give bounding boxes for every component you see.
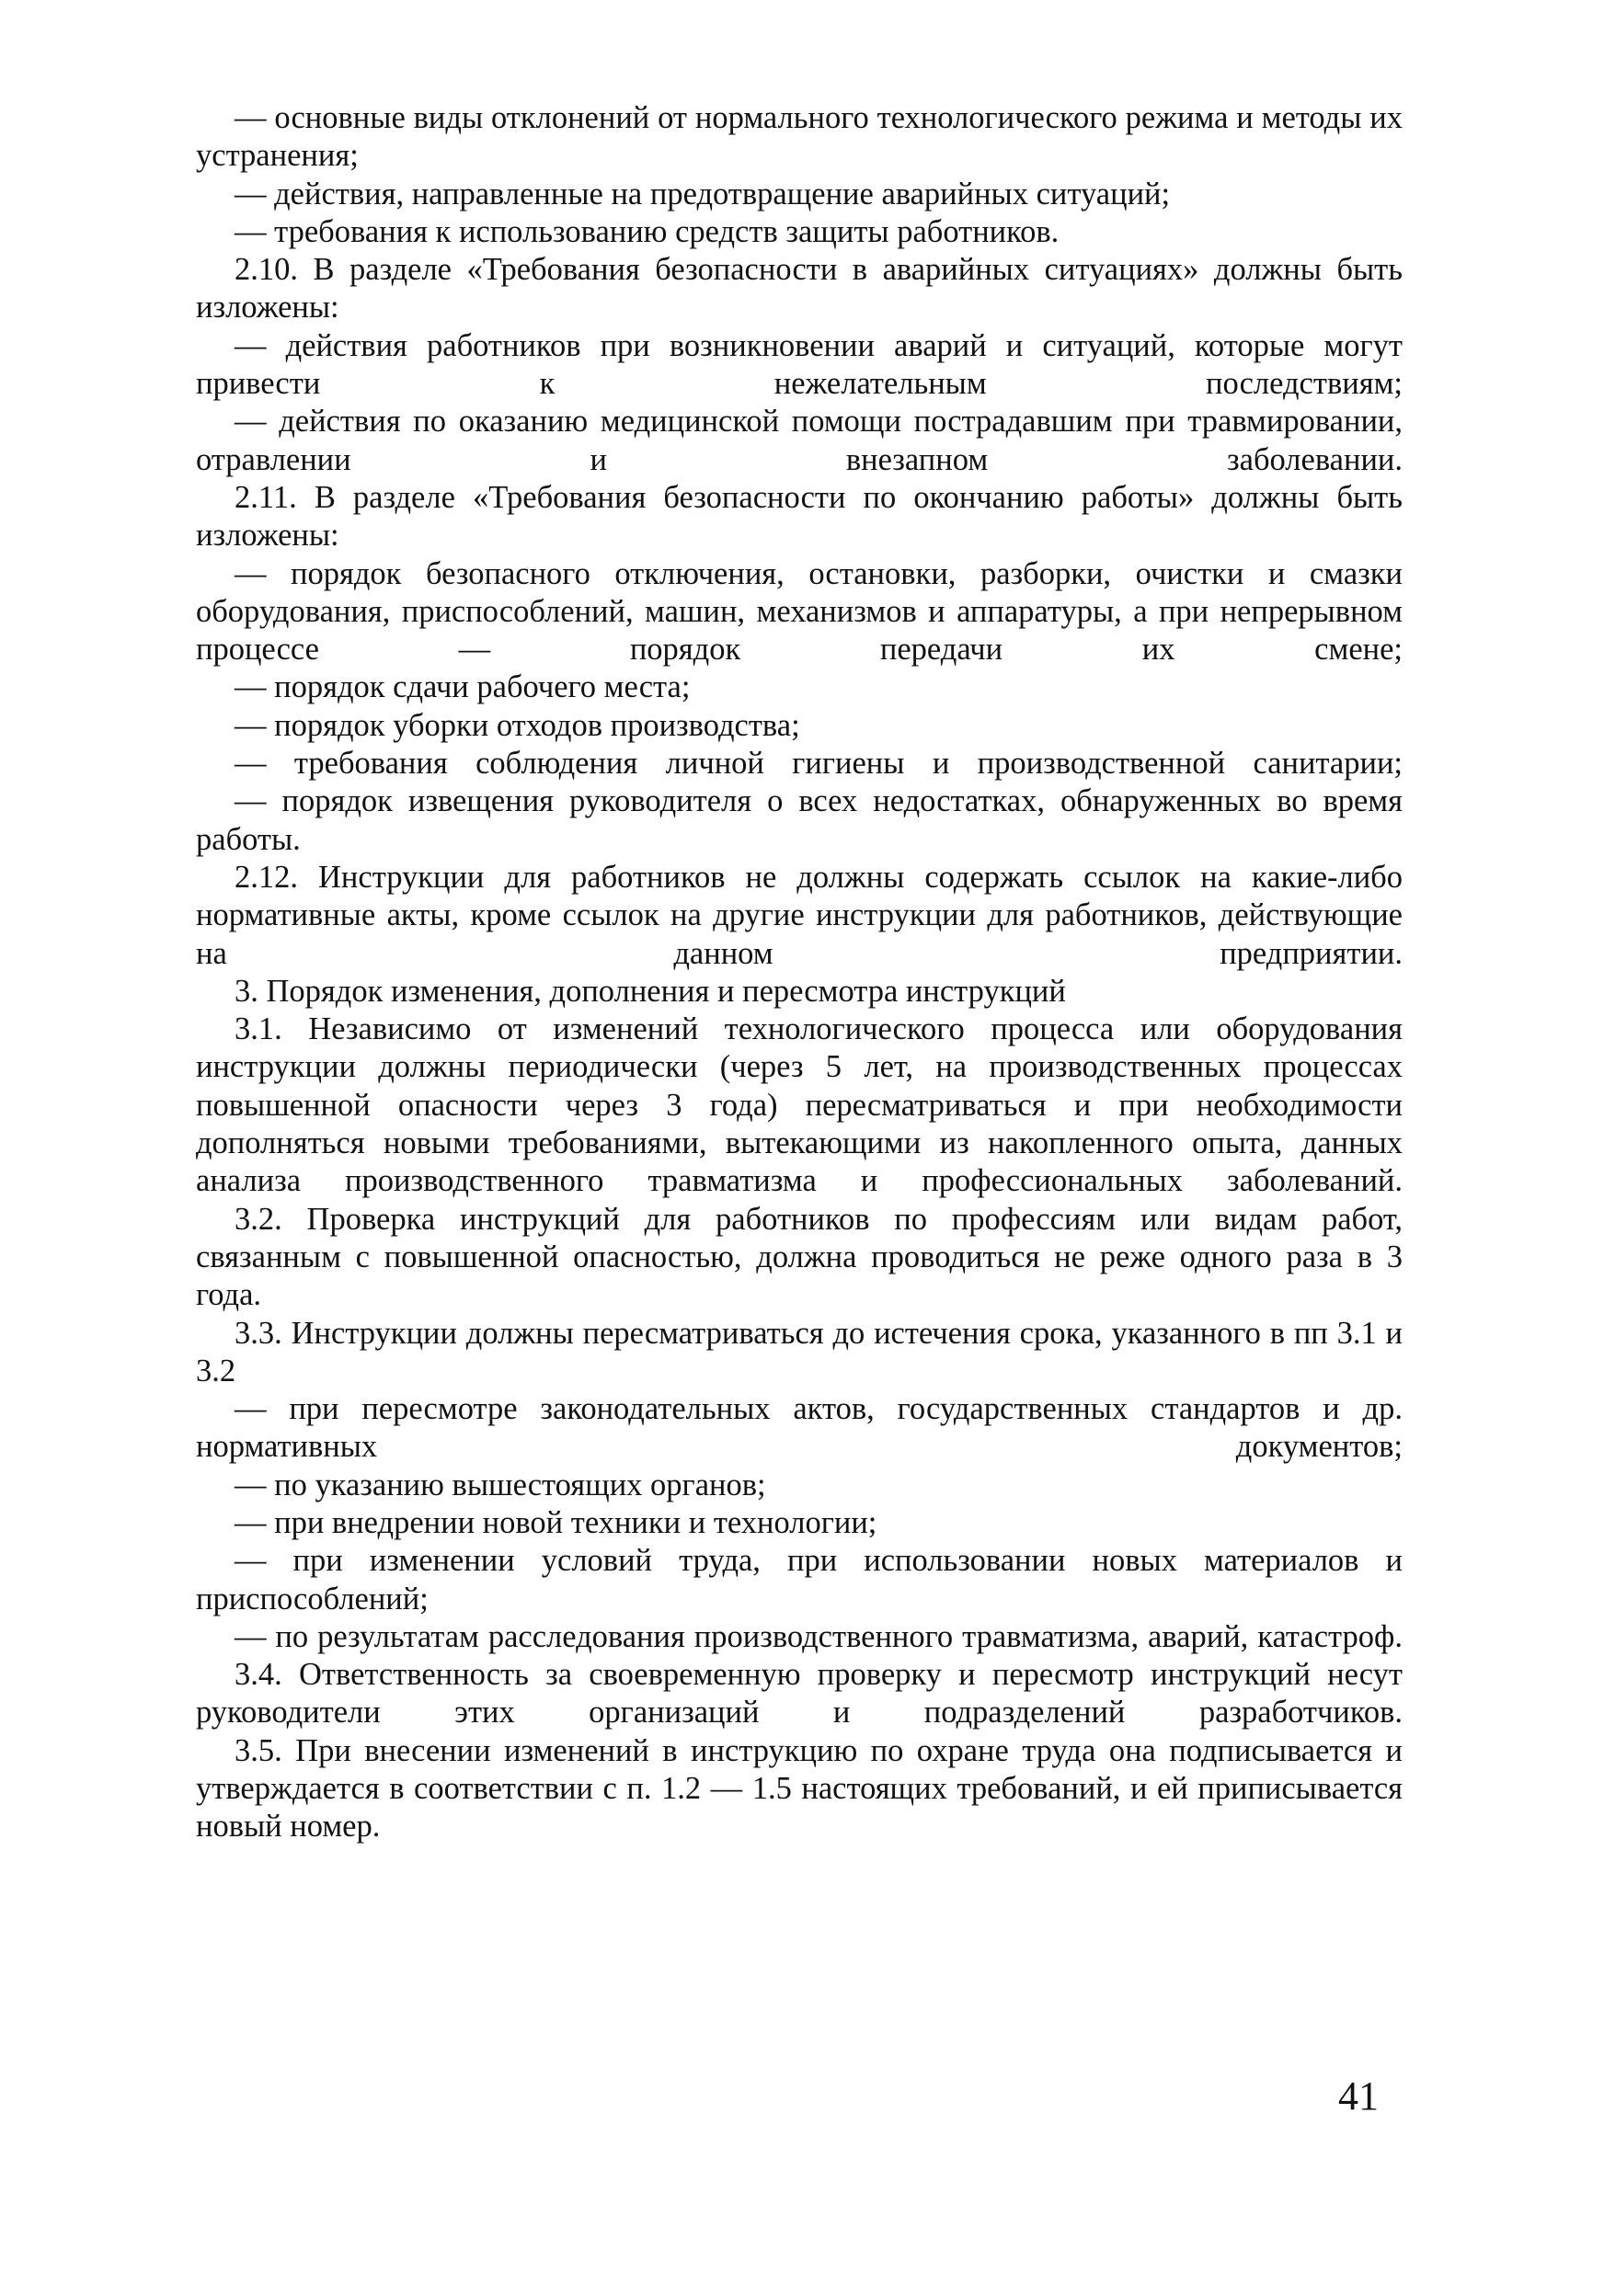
paragraph-first-aid: — действия по оказанию медицинской помощи пострадавшим при травмировании, отравлении и внезапном заболевании.	[196, 404, 1403, 477]
paragraph-investigation-results: — по результатам расследования производственного травматизма, аварий, катастроф.	[235, 1618, 1403, 1654]
paragraph-notification: — порядок извещения руководителя о всех недостатках, обнаруженных во время работы.	[196, 783, 1403, 857]
paragraph-new-technology: — при внедрении новой техники и технологии;	[235, 1504, 877, 1540]
paragraph-waste-removal: — порядок уборки отходов производства;	[235, 707, 800, 743]
paragraph-protection-means: — требования к использованию средств защиты работников.	[235, 213, 1060, 249]
paragraph-3-4: 3.4. Ответственность за своевременную проверку и пересмотр инструкций несут руководители этих организаций и подразделений разработчиков.	[196, 1657, 1403, 1731]
paragraph-3-5: 3.5. При внесении изменений в инструкцию по охране труда она подписывается и утверждается в соответствии с п. 1.2 — 1.5 настоящих требований, и ей приписывается новый номер.	[196, 1732, 1403, 1845]
paragraph-3-2: 3.2. Проверка инструкций для работников по профессиям или видам работ, связанным с повышенной опасностью, должна проводиться не реже одного раза в 3 года.	[196, 1201, 1403, 1313]
paragraph-shutdown-order: — порядок безопасного отключения, остановки, разборки, очистки и смазки оборудования, приспособлений, машин, механизмов и аппаратуры, а при непрерывном процессе — порядок передачи их смене;	[196, 555, 1403, 668]
paragraph-legislation-revision: — при пересмотре законодательных актов, государственных стандартов и др. нормативных документов;	[196, 1391, 1403, 1465]
paragraph-2-10: 2.10. В разделе «Требования безопасности в аварийных ситуациях» должны быть изложены:	[196, 252, 1403, 326]
paragraph-3-1: 3.1. Независимо от изменений технологического процесса или оборудования инструкции должны периодически (через 5 лет, на производственных процессах повышенной опасности через 3 года) пересматриваться и при необходимости дополняться новыми требованиями, вытекающими из накопленного опыта, данных анализа производственного травматизма и профессиональных заболеваний.	[196, 1011, 1403, 1199]
paragraph-emergency-prevention: — действия, направленные на предотвращение аварийных ситуаций;	[235, 176, 1171, 211]
paragraph-hygiene: — требования соблюдения личной гигиены и производственной санитарии;	[235, 746, 1403, 782]
paragraph-3-3: 3.3. Инструкции должны пересматриваться до истечения срока, указанного в пп 3.1 и 3.2	[196, 1315, 1403, 1388]
paragraph-2-11: 2.11. В разделе «Требования безопасности по окончанию работы» должны быть изложены:	[196, 479, 1403, 554]
paragraph-deviations: — основные виды отклонений от нормального технологического режима и методы их устранения;	[196, 100, 1403, 174]
page-body	[196, 99, 1403, 1846]
paragraph-superior-bodies: — по указанию вышестоящих органов;	[235, 1467, 766, 1502]
paragraph-working-conditions: — при изменении условий труда, при использовании новых материалов и приспособлений;	[196, 1543, 1403, 1616]
paragraph-workplace-handover: — порядок сдачи рабочего места;	[235, 669, 691, 705]
paragraph-worker-actions: — действия работников при возникновении аварий и ситуаций, которые могут привести к нежелательным последствиям;	[196, 327, 1403, 402]
section-heading-3: 3. Порядок изменения, дополнения и пересмотра инструкций	[235, 973, 1066, 1009]
page-number: 41	[1338, 2073, 1379, 2119]
paragraph-2-12: 2.12. Инструкции для работников не должны содержать ссылок на какие-либо нормативные акты, кроме ссылок на другие инструкции для работников, действующие на данном предприятии.	[196, 859, 1403, 971]
